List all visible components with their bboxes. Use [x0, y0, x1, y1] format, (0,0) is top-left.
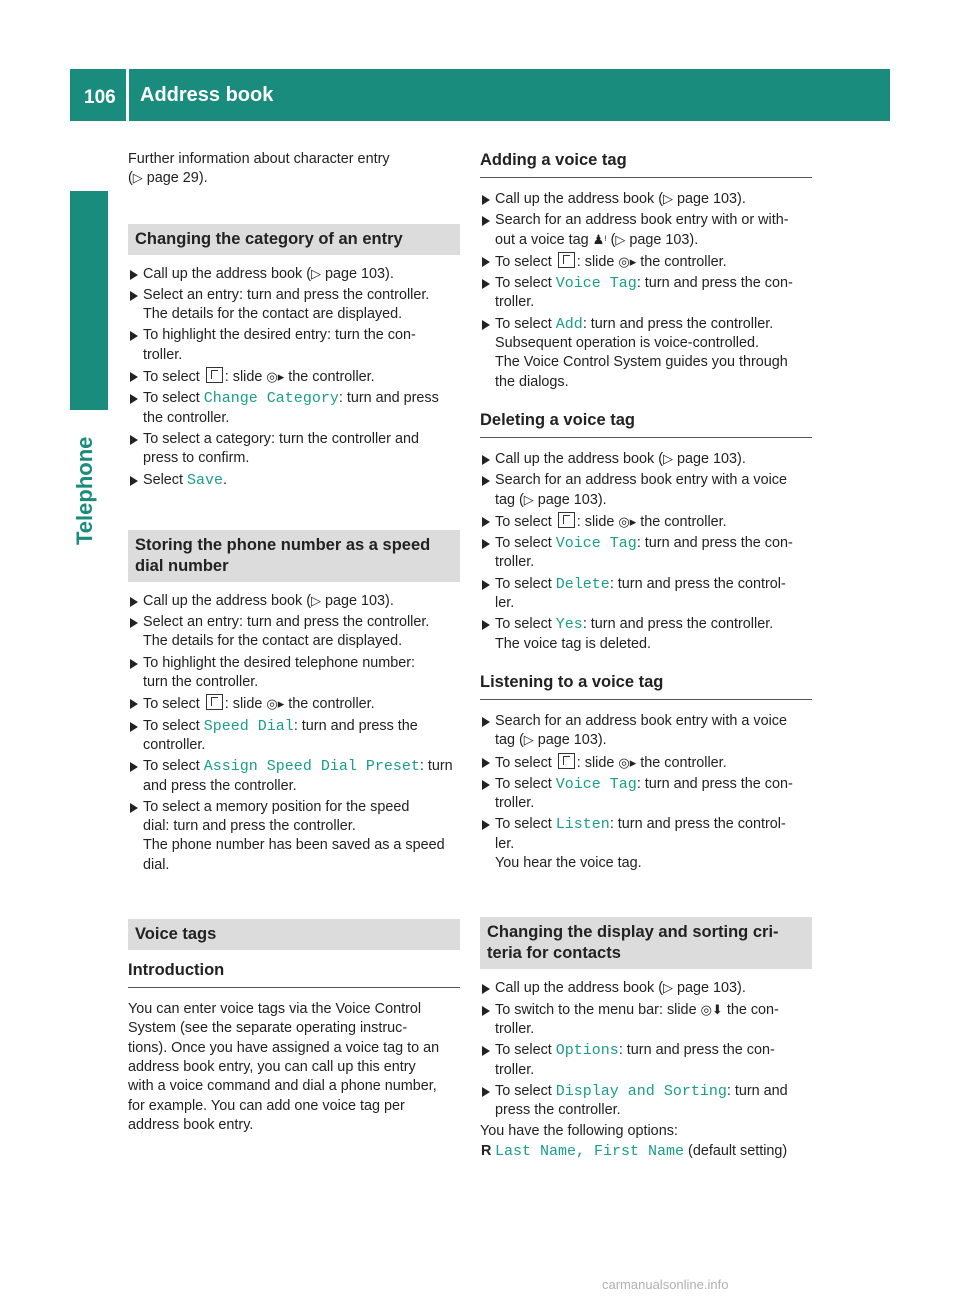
subsection-title-introduction: Introduction [128, 960, 460, 988]
phonebook-icon [558, 753, 575, 769]
list-item: Select an entry: turn and press the controller. The details for the contact are displayed. [128, 613, 460, 652]
controller-icon: ◎▸ [266, 370, 285, 386]
phonebook-icon [558, 252, 575, 268]
intro-text: Further information about character entry (▷ page 29). [128, 151, 390, 187]
list-item: To select : slide ◎▸ the controller. [480, 512, 812, 532]
page-number: 106 [84, 87, 116, 108]
list-item: To select Voice Tag: turn and press the con- troller. [480, 534, 812, 573]
list-item: Call up the address book (▷ page 103). [480, 450, 812, 469]
right-column [480, 150, 812, 1161]
section-title-listening-voice-tag: Listening to a voice tag [480, 672, 812, 700]
list-item: Search for an address book entry with or with- out a voice tag ♟ᵎ (▷ page 103). [480, 211, 812, 250]
list-item: To select : slide ◎▸ the controller. [480, 252, 812, 272]
list-item: To select Voice Tag: turn and press the con- troller. [480, 775, 812, 814]
list-item: To select : slide ◎▸ the controller. [128, 367, 460, 387]
sidebar-label: Telephone [72, 436, 97, 545]
introduction-text: You can enter voice tags via the Voice Control System (see the separate operating instruc- tions). Once you have assigned a voice tag to an address book entry, you can call up this entry with a voice command and dial a phone number, for example. You can add one voice tag per address book entry. [128, 1001, 440, 1133]
list-item: Search for an address book entry with a voice tag (▷ page 103). [480, 471, 812, 510]
list-item: To select a category: turn the controller and press to confirm. [128, 430, 460, 469]
list-item: To select Display and Sorting: turn and press the controller. [480, 1082, 812, 1121]
section-title-display-sorting: Changing the display and sorting cri- teria for contacts [480, 917, 812, 969]
options-intro: You have the following options: [480, 1123, 678, 1140]
phonebook-icon [558, 512, 575, 528]
list-item: To highlight the desired telephone number: turn the controller. [128, 654, 460, 693]
list-item: Call up the address book (▷ page 103). [128, 592, 460, 611]
list-item: To select Yes: turn and press the controller. The voice tag is deleted. [480, 615, 812, 654]
section-title-voice-tags: Voice tags [128, 919, 460, 950]
voice-tag-icon: ♟ᵎ [592, 232, 607, 248]
left-column [128, 150, 460, 1135]
controller-down-icon: ◎⬇ [700, 1002, 723, 1018]
phonebook-icon [206, 367, 223, 383]
list-item: To select Delete: turn and press the control- ler. [480, 575, 812, 614]
phonebook-icon [206, 694, 223, 710]
list-item: To select : slide ◎▸ the controller. [128, 694, 460, 714]
list-item: Select an entry: turn and press the controller. The details for the contact are displayed. [128, 286, 460, 325]
list-item: Call up the address book (▷ page 103). [128, 265, 460, 284]
list-item: To select Add: turn and press the controller. Subsequent operation is voice-controlled. The Voice Control System guides you through the dialogs. [480, 315, 812, 392]
list-item: Search for an address book entry with a voice tag (▷ page 103). [480, 712, 812, 751]
controller-icon: ◎▸ [266, 697, 285, 713]
list-item: R Last Name, First Name (default setting) [481, 1142, 788, 1160]
sidebar-tab [70, 191, 108, 410]
section-title-adding-voice-tag: Adding a voice tag [480, 150, 812, 178]
controller-icon: ◎▸ [618, 755, 637, 771]
list-item: To select Voice Tag: turn and press the con- troller. [480, 274, 812, 313]
list-item: To highlight the desired entry: turn the con- troller. [128, 326, 460, 365]
watermark: carmanualsonline.info [602, 1277, 729, 1292]
section-title-category: Changing the category of an entry [128, 224, 460, 255]
list-item: To select Options: turn and press the con- troller. [480, 1041, 812, 1080]
list-item: To select Change Category: turn and press the controller. [128, 389, 460, 428]
list-item: To select Speed Dial: turn and press the controller. [128, 717, 460, 756]
list-item: To select Listen: turn and press the control- ler. You hear the voice tag. [480, 815, 812, 873]
page-title: Address book [140, 84, 274, 106]
list-item: Call up the address book (▷ page 103). [480, 190, 812, 209]
section-title-deleting-voice-tag: Deleting a voice tag [480, 410, 812, 438]
controller-icon: ◎▸ [618, 514, 637, 530]
section-title-speed-dial: Storing the phone number as a speed dial number [128, 530, 460, 582]
list-item: Select Save. [128, 471, 460, 490]
page-header [70, 69, 890, 121]
list-item: To select Assign Speed Dial Preset: turn and press the controller. [128, 757, 460, 796]
list-item: To select a memory position for the speed dial: turn and press the controller. The phone number has been saved as a speed dial. [128, 798, 460, 875]
controller-icon: ◎▸ [618, 254, 637, 270]
list-item: Call up the address book (▷ page 103). [480, 979, 812, 998]
list-item: To select : slide ◎▸ the controller. [480, 753, 812, 773]
header-separator [126, 69, 129, 121]
list-item: To switch to the menu bar: slide ◎⬇ the con- troller. [480, 1001, 812, 1040]
